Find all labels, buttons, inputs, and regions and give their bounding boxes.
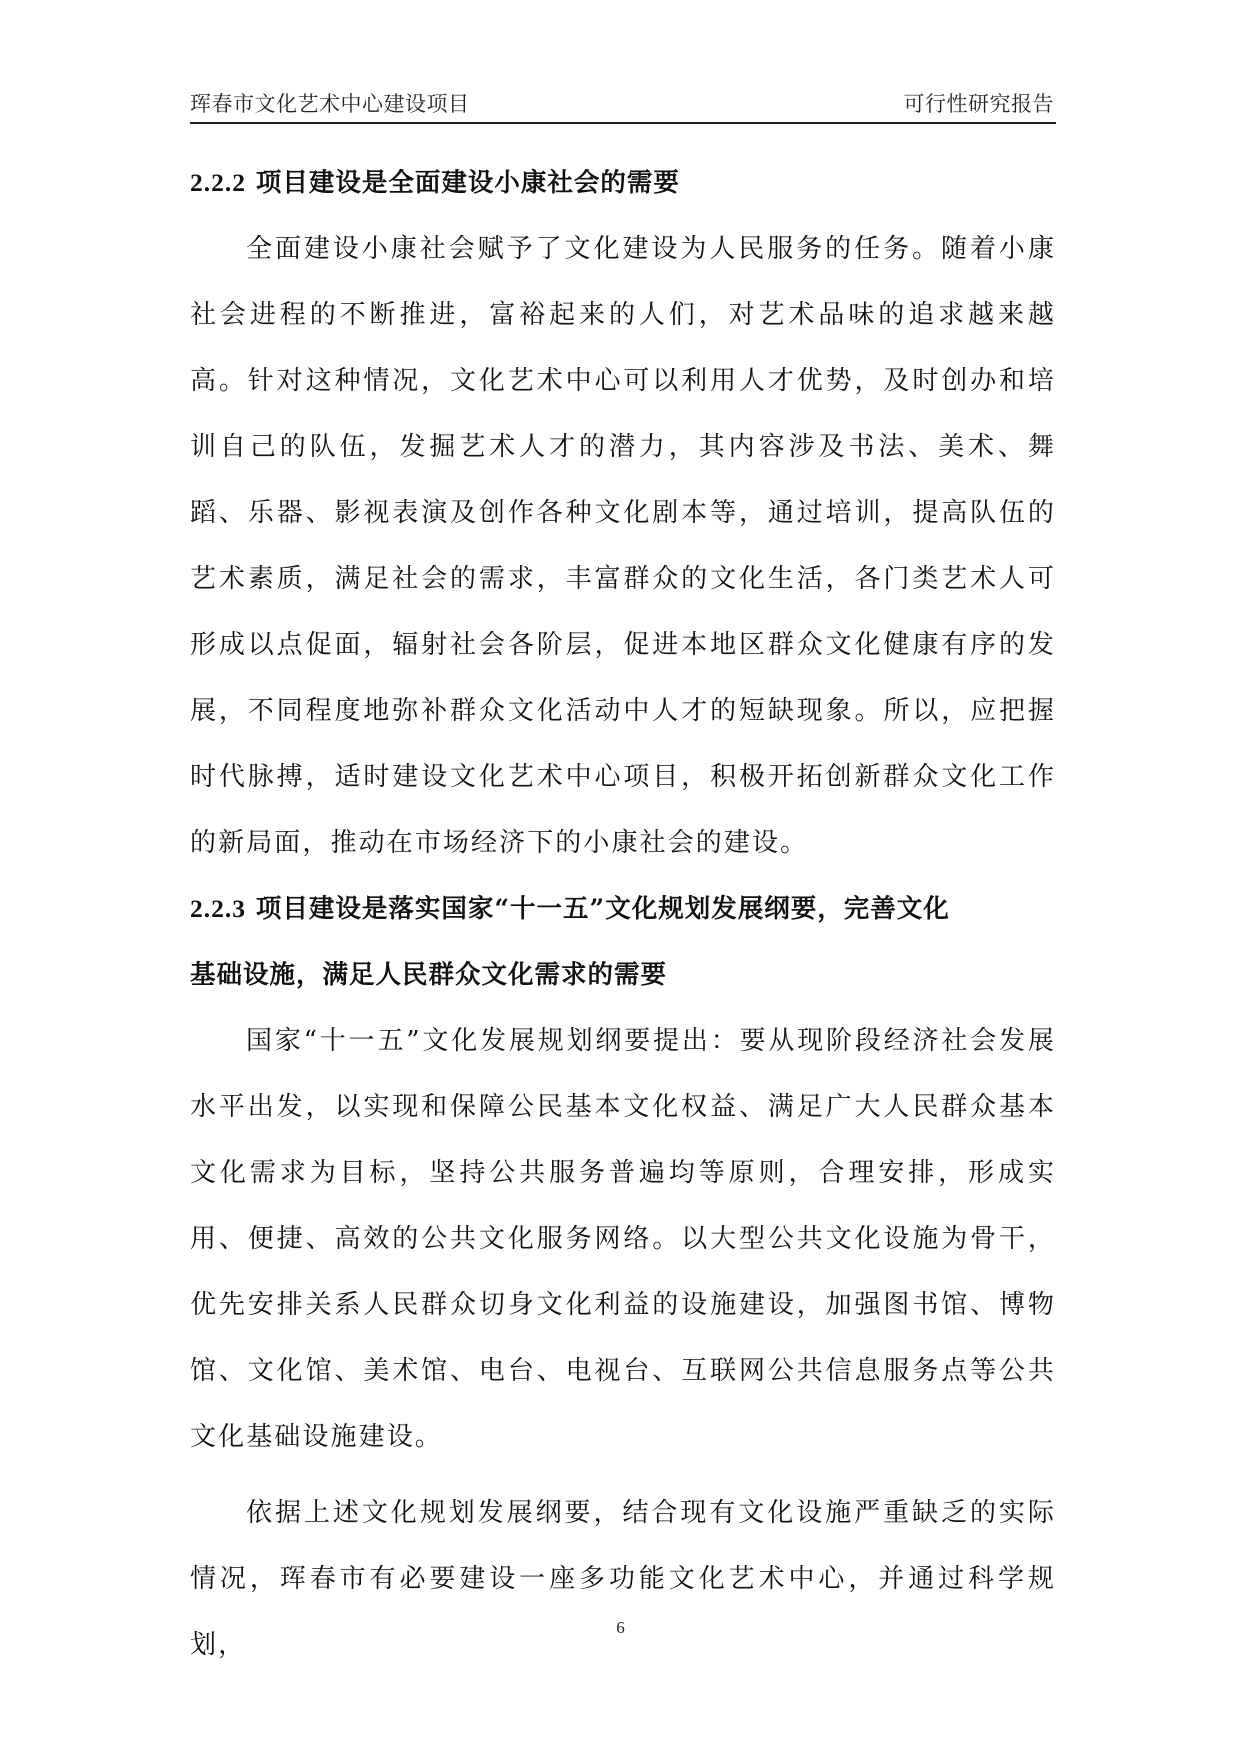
paragraph: 全面建设小康社会赋予了文化建设为人民服务的任务。随着小康社会进程的不断推进，富裕起来的人们，对艺术品味的追求越来越高。针对这种情况，文化艺术中心可以利用人才优势，及时创办和培训自己的队伍，发掘艺术人才的潜力，其内容涉及书法、美术、舞蹈、乐器、影视表演及创作各种文化剧本等，通过培训，提高队伍的艺术素质，满足社会的需求，丰富群众的文化生活，各门类艺术人可形成以点促面，辐射社会各阶层，促进本地区群众文化健康有序的发展，不同程度地弥补群众文化活动中人才的短缺现象。所以，应把握时代脉搏，适时建设文化艺术中心项目，积极开拓创新群众文化工作的新局面，推动在市场经济下的小康社会的建设。 <box>190 234 1056 858</box>
section-number: 2.2.3 <box>190 894 246 923</box>
document-body <box>190 150 1056 1678</box>
section-title: 项目建设是全面建设小康社会的需要 <box>255 168 680 198</box>
section-title-line-1: 项目建设是落实国家“十一五”文化规划发展纲要，完善文化 <box>255 894 950 924</box>
section-title-line-2: 基础设施，满足人民群众文化需求的需要 <box>190 960 668 990</box>
section-number: 2.2.2 <box>190 168 246 197</box>
section-heading-2-2-3 <box>190 876 1056 942</box>
page-number: 6 <box>616 1618 625 1637</box>
paragraph: 依据上述文化规划发展纲要，结合现有文化设施严重缺乏的实际情况，珲春市有必要建设一座多功能文化艺术中心，并通过科学规划， <box>190 1498 1056 1660</box>
paragraph: 国家“十一五”文化发展规划纲要提出：要从现阶段经济社会发展水平出发，以实现和保障公民基本文化权益、满足广大人民群众基本文化需求为目标，坚持公共服务普遍均等原则，合理安排，形成实用、便捷、高效的公共文化服务网络。以大型公共文化设施为骨干，优先安排关系人民群众切身文化利益的设施建设，加强图书馆、博物馆、文化馆、美术馆、电台、电视台、互联网公共信息服务点等公共文化基础设施建设。 <box>190 1026 1056 1452</box>
section-heading-2-2-2 <box>190 150 1056 216</box>
page-header <box>190 82 1056 124</box>
section-heading-2-2-3-continued <box>190 942 1056 1008</box>
header-report-type: 可行性研究报告 <box>903 92 1054 116</box>
header-document-title: 珲春市文化艺术中心建设项目 <box>190 92 470 116</box>
